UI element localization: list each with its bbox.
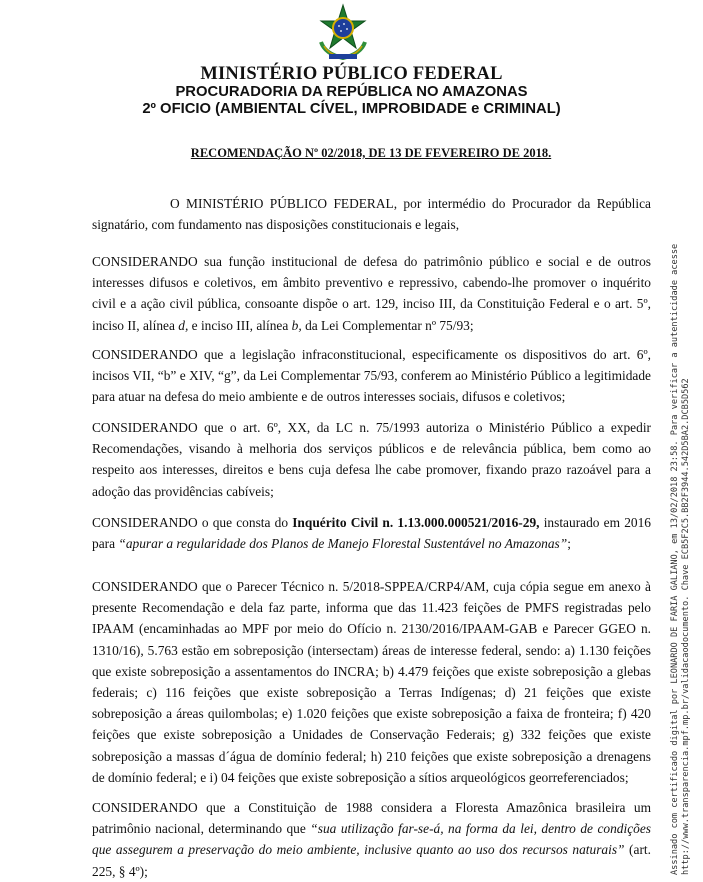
considerando-1: [92, 251, 651, 336]
c4-quote: “apurar a regularidade dos Planos de Manejo Florestal Sustentável no Amazonas”: [118, 536, 568, 552]
brazil-coat-of-arms-icon: [315, 2, 371, 62]
intro-paragraph: [92, 193, 651, 235]
c4-inquerito: Inquérito Civil n. 1.13.000.000521/2016-29,: [292, 515, 540, 530]
header-procuradoria: PROCURADORIA DA REPÚBLICA NO AMAZONAS: [175, 84, 528, 100]
considerando-4: [92, 512, 651, 554]
c1-text-3: da Lei Complementar nº 75/93;: [301, 317, 474, 333]
c2-text: CONSIDERANDO que a legislação infraconstitucional, especificamente os dispositivos do art. 6º, incisos VII, “b” e XIV, “g”, da Lei Complementar 75/93, conferem ao Ministério Público a legitimidade para atuar na defesa do meio ambiente e de outros interesses sociais, difusos e coletivos;: [92, 347, 651, 405]
document-title: RECOMENDAÇÃO Nº 02/2018, DE 13 DE FEVEREIRO DE 2018.: [190, 146, 552, 160]
c5-text: CONSIDERANDO que o Parecer Técnico n. 5/2018-SPPEA/CRP4/AM, cuja cópia segue em anexo à presente Recomendação e dela faz parte, informa que das 11.423 feições de PMFS registradas pelo IPAAM (encaminhadas ao MPF por meio do Ofício n. 2130/2016/IPAAM-GAB e Parecer GGEO n. 1310/16), 5.763 estão em sobreposição (intersectam) áreas de interesse federal, sendo: a) 1.130 feições que existe sobreposição a assentamentos do INCRA; b) 4.479 feições que existe sobreposição a glebas federais; c) 116 feições que existe sobreposição a Terras Indígenas; d) 21 feições que existe sobreposição a áreas quilombolas; e) 1.020 feições que existe sobreposição a faixa de fronteira; f) 420 feições que existe sobreposição a Unidades de Conservação Federais; g) 332 feições que existe sobreposição a massas d´água de domínio federal; h) 210 feições que existe sobreposição a drenagens de domínio federal; e i) 04 feições que existe sobreposição a sítios arqueológicos georreferenciados;: [92, 579, 651, 785]
c3-text: CONSIDERANDO que o art. 6º, XX, da LC n. 75/1993 autoriza o Ministério Público a expedir Recomendações, visando à melhoria dos serviços públicos e de relevância pública, bem como ao respeito aos interesses, direitos e bens cuja defesa lhe cabe promover, fixando prazo razoável para a adoção das providências cabíveis;: [92, 420, 651, 499]
c1-italic-1: d,: [178, 317, 189, 333]
considerando-2: [92, 344, 651, 408]
c6-text-1: CONSIDERANDO que a Constituição de 1988 considera a Floresta Amazônica brasileira um patrimônio nacional, determinando que: [92, 800, 651, 837]
c1-italic-2: b,: [291, 317, 302, 333]
c6-quote: “sua utilização far-se-á, na forma da lei, dentro de condições que assegurem a preservação do meio ambiente, inclusive quanto ao uso dos recursos naturais”: [92, 821, 651, 858]
considerando-3: [92, 417, 651, 502]
c4-text-1: CONSIDERANDO o que consta do: [92, 515, 293, 530]
header-office: 2º OFICIO (AMBIENTAL CÍVEL, IMPROBIDADE e CRIMINAL): [142, 101, 561, 117]
signature-line-2: http://www.transparencia.mpf.mp.br/validacaodocumento. Chave ECB5F2C5.BB2F3944.542D5BA2.DCB5D562: [681, 378, 691, 875]
c6-text-2: (art. 225, § 4º);: [92, 842, 651, 879]
considerando-6: [92, 797, 651, 882]
c1-text-2: e inciso III, alínea: [188, 317, 292, 333]
c4-text-3: ;: [567, 536, 571, 552]
signature-line-1: Assinado com certificado digital por LEONARDO DE FARIA GALIANO, em 13/02/2018 23:58. Para verificar a autenticidade acesse: [670, 243, 680, 875]
c4-text-2: instaurado em 2016 para: [92, 515, 652, 552]
header-ministry: MINISTÉRIO PÚBLICO FEDERAL: [200, 64, 503, 84]
considerando-5: [92, 576, 651, 788]
intro-text: O MINISTÉRIO PÚBLICO FEDERAL, por intermédio do Procurador da República signatário, com fundamento nas disposições constitucionais e legais,: [92, 196, 651, 233]
c1-text-1: CONSIDERANDO sua função institucional de defesa do patrimônio público e social e de outros interesses difusos e coletivos, em âmbito preventivo e repressivo, cabendo-lhe promover o inquérito civil e a ação civil pública, consoante dispõe o art. 129, inciso III, da Constituição Federal e o art. 5º, inciso II, alínea: [92, 254, 651, 333]
digital-signature-note: [670, 115, 692, 875]
